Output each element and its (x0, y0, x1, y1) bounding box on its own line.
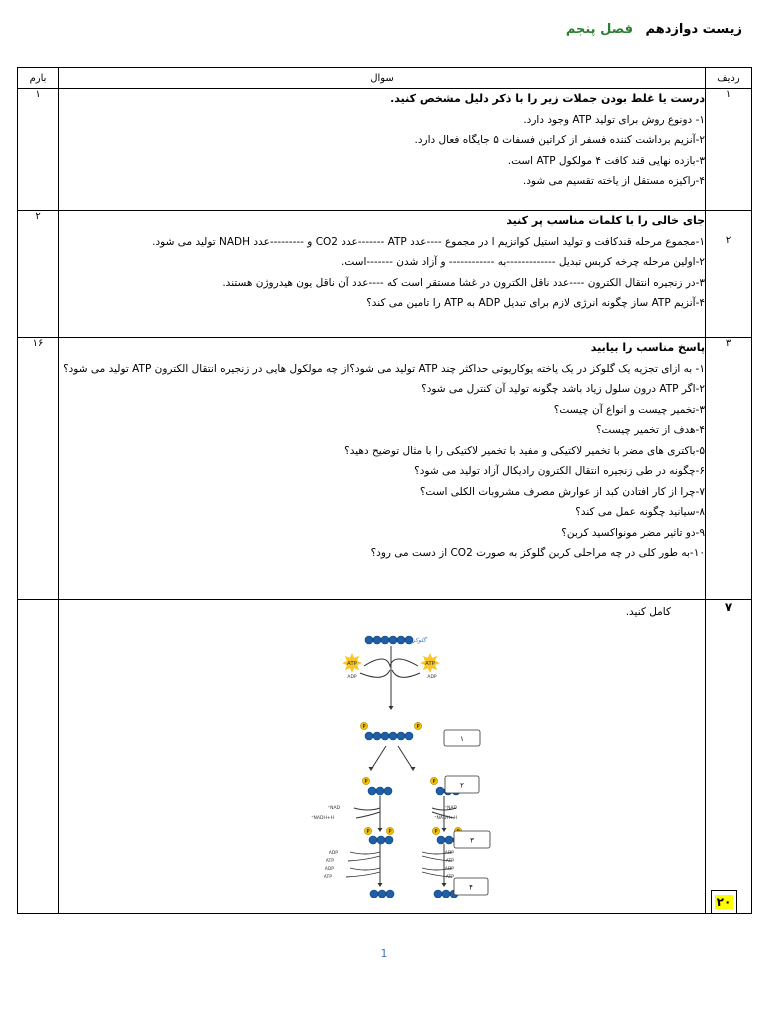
arrow-line (372, 746, 386, 768)
fructose-bisphosphate-molecule (365, 732, 373, 740)
question-item: ۴-راکیزه مستقل از یاخته تقسیم می شود. (522, 175, 705, 187)
glycolysis-diagram-svg (294, 628, 524, 898)
nad-label: NAD⁺ (327, 805, 340, 811)
table-row (18, 338, 752, 600)
phosphate-label: P (388, 828, 392, 835)
atp-label: ATP (323, 874, 332, 880)
question-item: ۳-تخمیر چیست و انواع آن چیست؟ (553, 403, 705, 416)
glycolysis-diagram (59, 623, 705, 903)
arrow-head (378, 828, 383, 832)
question-title: کامل کنید. (625, 606, 671, 618)
fructose-bisphosphate-molecule (397, 732, 405, 740)
row-number: ۱ (706, 89, 752, 211)
phosphate-label: P (364, 778, 368, 785)
g3p-molecule (384, 787, 392, 795)
adp-label: ADP (427, 674, 437, 680)
atp-label: ATP (445, 874, 454, 880)
question-cell (59, 600, 706, 914)
question-item: ۱-مجموع مرحله قندکافت و تولید استیل کوانزیم ا در مجموع ----عدد ATP -------عدد CO2 و ---------عدد NADH تولید می شود. (152, 235, 705, 248)
g3p-molecule (436, 787, 444, 795)
question-item: ۶-چگونه در طی زنجیره انتقال الکترون رادیکال آزاد تولید می شود؟ (414, 465, 705, 477)
answer-box-label: ۱ (460, 734, 464, 743)
arrow-head (378, 883, 383, 887)
arrow-curve (346, 852, 380, 877)
bpg-molecule (437, 836, 445, 844)
glucose-molecule (381, 636, 389, 644)
question-item: ۳-بازده نهایی قند کافت ۴ مولکول ATP است. (507, 154, 705, 167)
question-item: ۵-باکتری های مضر با تخمیر لاکتیکی و مفید با تخمیر لاکتیکی را با مثال توضیح دهید؟ (344, 444, 705, 457)
phosphate-label: P (416, 723, 420, 730)
row-number: ۲ (706, 211, 752, 338)
adp-label: ADP (347, 674, 357, 680)
fructose-bisphosphate-molecule (373, 732, 381, 740)
g3p-molecule (368, 787, 376, 795)
bpg-molecule (369, 836, 377, 844)
page-header (566, 22, 742, 37)
question-title: جای خالی را با کلمات مناسب پر کنید (506, 214, 705, 227)
question-item: ۱- به ازای تجزیه یک گلوکز در یک یاخته یوکاریوتی حداکثر چند ATP تولید می شود؟از چه مولکول هایی در زنجیره انتقال الکترون ATP تولید می شود؟ (63, 362, 705, 375)
fructose-bisphosphate-molecule (389, 732, 397, 740)
question-item: ۲-اگر ATP درون سلول زیاد باشد چگونه تولید آن کنترل می شود؟ (421, 383, 705, 395)
row-score (18, 600, 59, 914)
answer-box-label: ۴ (469, 883, 473, 891)
nad-label: NAD⁺ (444, 805, 457, 811)
glucose-molecule (389, 636, 397, 644)
arrow-head (389, 706, 394, 710)
phosphate-label: P (366, 828, 370, 835)
glucose-molecule (397, 636, 405, 644)
col-score-header: بارم (18, 68, 59, 89)
arrow-curve (360, 670, 420, 677)
pyruvate-molecule (370, 890, 378, 898)
subject-title: زیست دوازدهم (645, 22, 742, 37)
pyruvate-molecule (434, 890, 442, 898)
question-item: ۲-اولین مرحله چرخه کربس تبدیل -------------به ------------ و آزاد شدن -------است. (341, 256, 705, 268)
fructose-bisphosphate-molecule (405, 732, 413, 740)
table-header-row (18, 68, 752, 89)
atp-label: ATP (424, 660, 436, 667)
table-row (18, 211, 752, 338)
pyruvate-molecule (378, 890, 386, 898)
answer-box-label: ۲ (460, 781, 464, 789)
question-item: ۱- دونوع روش برای تولید ATP وجود دارد. (523, 113, 705, 126)
question-cell (59, 338, 706, 600)
arrow-head (442, 828, 447, 832)
pyruvate-molecule (386, 890, 394, 898)
atp-label: ATP (445, 858, 454, 864)
bpg-molecule (377, 836, 385, 844)
arrow-line (398, 746, 412, 768)
col-row-header: ردیف (706, 68, 752, 89)
question-item: ۲-آنزیم برداشت کننده فسفر از کراتین فسفات ۵ جایگاه فعال دارد. (414, 134, 705, 146)
arrow-curve (354, 808, 380, 818)
row-number: ۳ (706, 338, 752, 600)
total-score: ۲۰ (716, 895, 732, 909)
page-number: 1 (380, 947, 388, 960)
col-question-header: سوال (59, 68, 706, 89)
exam-table (17, 67, 752, 914)
adp-label: ADP (324, 866, 334, 872)
row-score: ۲ (18, 211, 59, 338)
question-cell (59, 89, 706, 211)
answer-box-label: ۳ (470, 836, 474, 844)
nadh-label: NADH+H⁺ (311, 815, 334, 821)
question-title: درست یا غلط بودن جملات زیر را با ذکر دلیل مشخص کنید. (390, 92, 705, 105)
fructose-bisphosphate-molecule (381, 732, 389, 740)
question-item: ۸-سیانید چگونه عمل می کند؟ (575, 506, 705, 518)
adp-label: ADP (328, 850, 338, 856)
glucose-label: گلوکز (411, 636, 426, 644)
adp-label: ADP (444, 866, 454, 872)
nadh-label: NADH+H⁺ (434, 815, 457, 821)
atp-label: ATP (325, 858, 334, 864)
glucose-molecule (373, 636, 381, 644)
chapter-title: فصل پنجم (565, 22, 634, 37)
question-item: ۱۰-به طور کلی در چه مراحلی کربن گلوکز به صورت CO2 از دست می رود؟ (370, 547, 705, 559)
row-score: ۱ (18, 89, 59, 211)
question-item: ۴-هدف از تخمیر چیست؟ (595, 424, 705, 436)
phosphate-label: P (362, 723, 366, 730)
arrow-head (411, 767, 416, 771)
arrow-head (369, 767, 374, 771)
question-item: ۹-دو تاثیر مضر مونواکسید کربن؟ (561, 526, 705, 539)
row-score: ۱۶ (18, 338, 59, 600)
glucose-molecule (365, 636, 373, 644)
question-item: ۷-چرا از کار افتادن کبد از عوارش مصرف مشروبات الکلی است؟ (419, 485, 705, 498)
question-item: ۳-در زنجیره انتقال الکترون ----عدد ناقل الکترون در غشا مستقر است که ----عدد آن ناقل یون هیدروژن هستند. (222, 276, 705, 289)
question-title: پاسخ مناسب را بیابید (590, 341, 705, 354)
arrow-head (442, 883, 447, 887)
table-row (18, 600, 752, 914)
question-cell (59, 211, 706, 338)
adp-label: ADP (444, 850, 454, 856)
table-row (18, 89, 752, 211)
bpg-molecule (445, 836, 453, 844)
g3p-molecule (376, 787, 384, 795)
row-number: ۷ (706, 600, 752, 914)
phosphate-label: P (432, 778, 436, 785)
total-score-box (711, 890, 737, 914)
bpg-molecule (385, 836, 393, 844)
phosphate-label: P (434, 828, 438, 835)
pyruvate-molecule (442, 890, 450, 898)
question-item: ۴-آنزیم ATP ساز چگونه انرژی لازم برای تبدیل ADP به ATP را تامین می کند؟ (366, 297, 705, 309)
atp-label: ATP (346, 660, 358, 667)
